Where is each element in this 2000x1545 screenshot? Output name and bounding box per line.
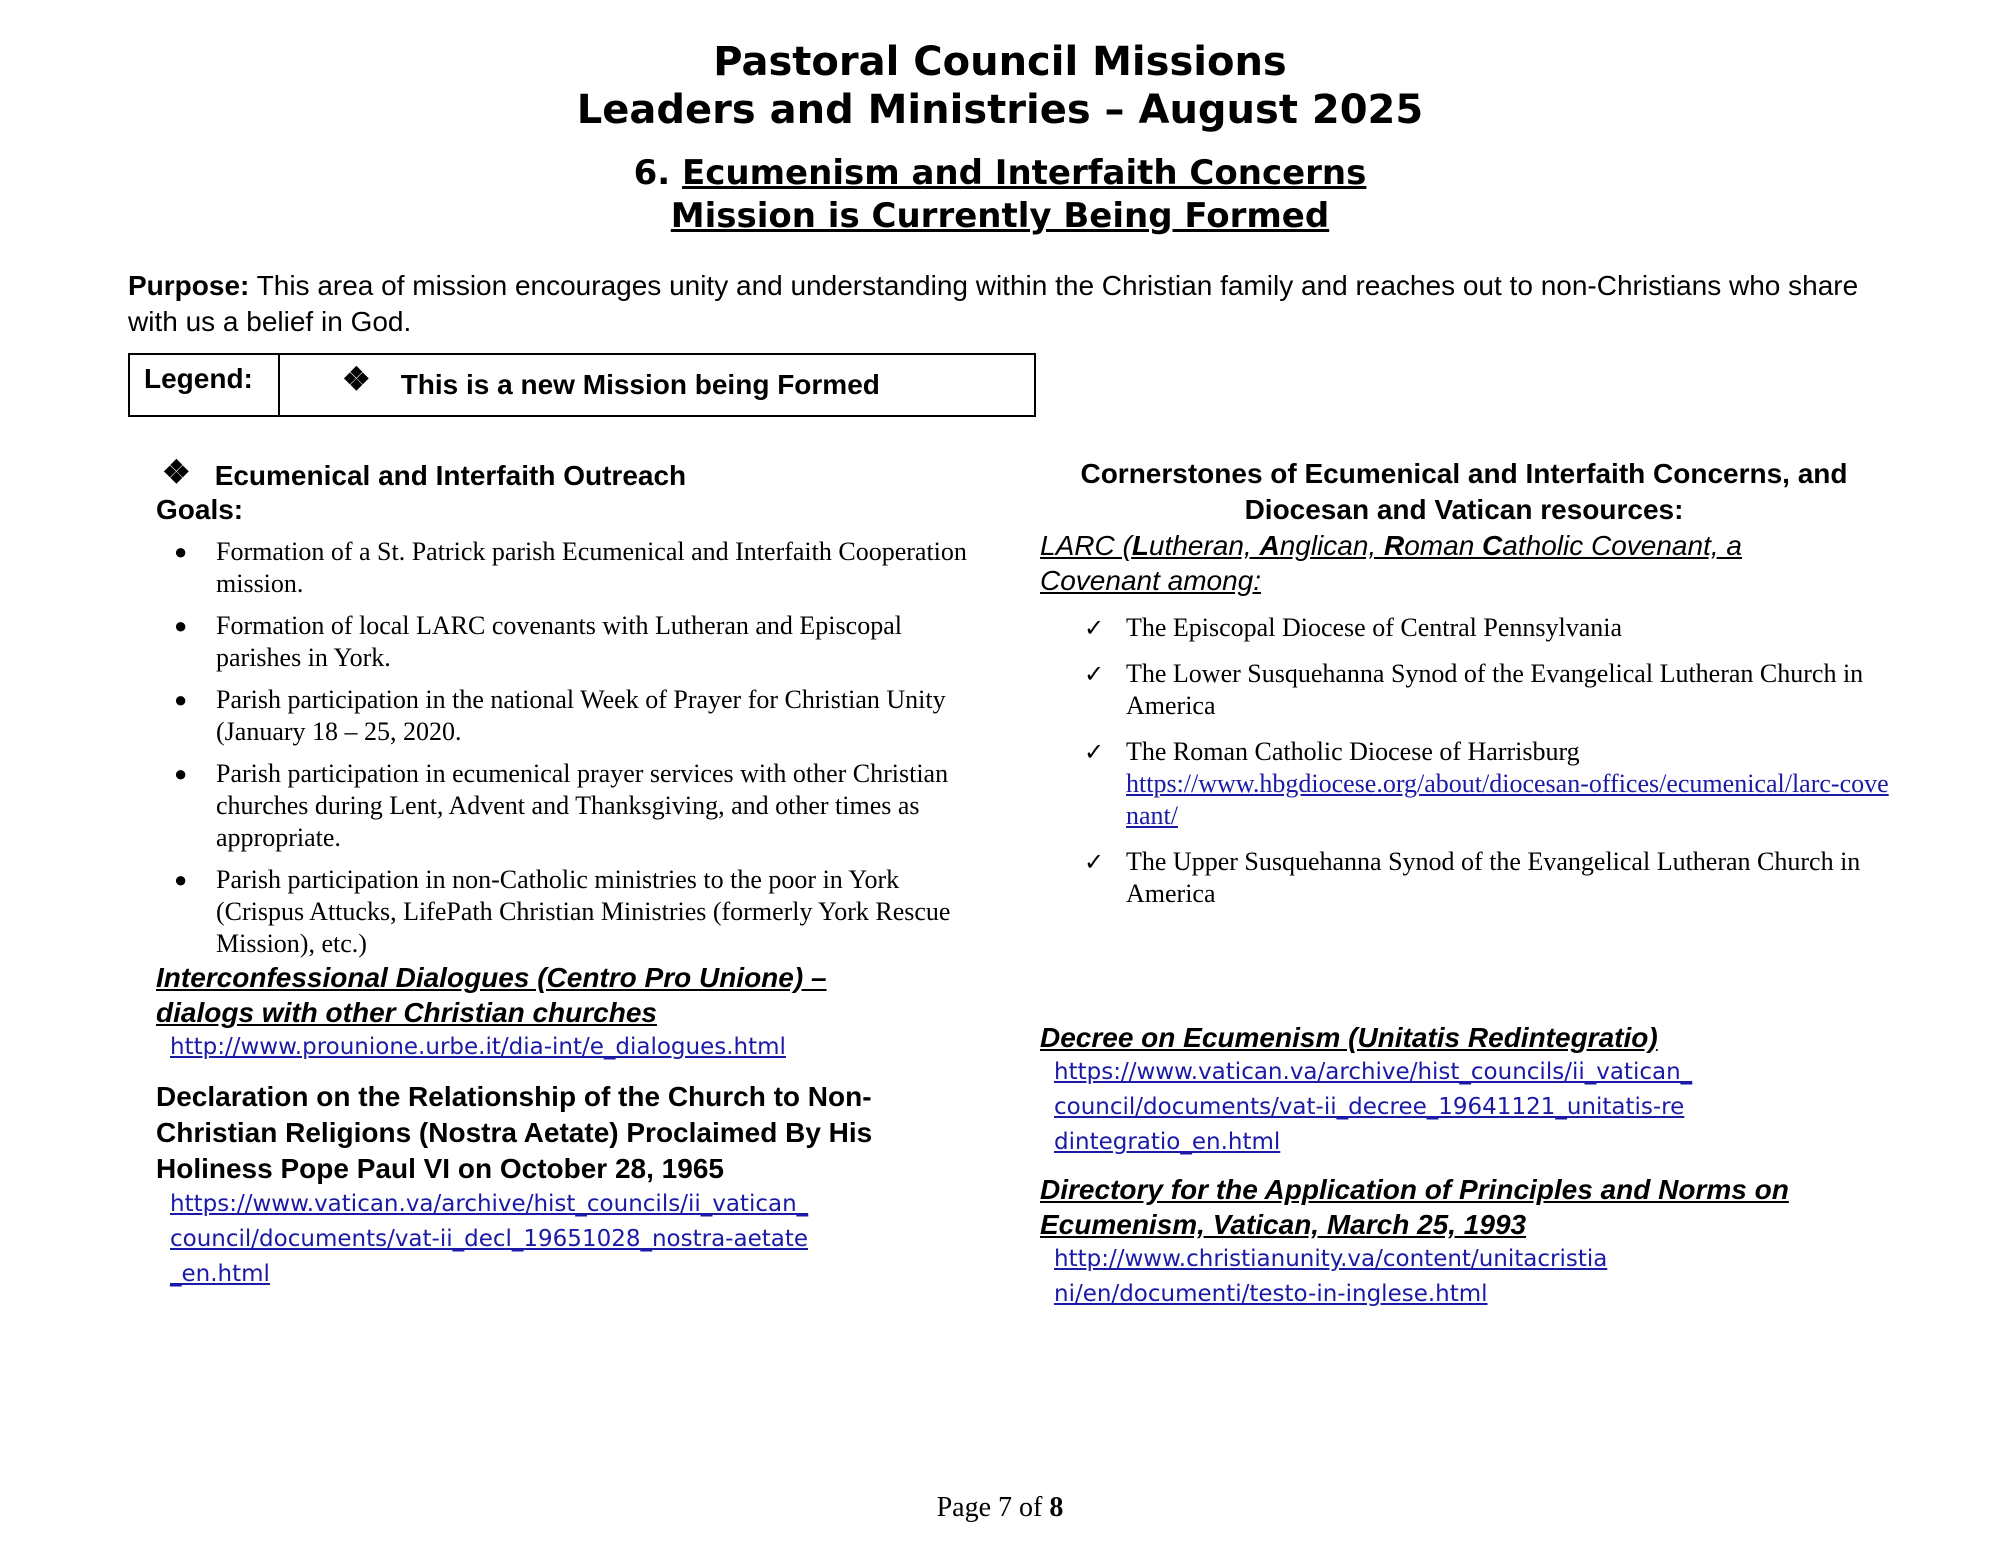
larc-text: utheran, — [1148, 530, 1260, 561]
footer-label: Page — [936, 1492, 992, 1523]
list-item — [156, 758, 976, 854]
checkmark-icon: ✓ — [1084, 848, 1105, 876]
bullet-icon: ● — [174, 687, 188, 712]
checkmark-icon: ✓ — [1084, 614, 1105, 642]
goal-text: Parish participation in the national Week of Prayer for Christian Unity (January 18 – 25, 2020. — [216, 685, 946, 746]
larc-text: nglican, — [1279, 530, 1384, 561]
larc-letter: C — [1482, 530, 1503, 561]
larc-heading — [1040, 528, 1840, 598]
section-title: Ecumenism and Interfaith Concerns — [682, 153, 1367, 193]
covenant-text: The Roman Catholic Diocese of Harrisburg — [1126, 737, 1580, 766]
larc-text: L — [1040, 530, 1056, 561]
declaration-link[interactable]: https://www.vatican.va/archive/hist_councils/ii_vatican_council/documents/vat-ii_decl_19651028_nostra-aetate_en.html — [170, 1191, 809, 1287]
bullet-icon: ● — [174, 761, 188, 786]
legend-text: This is a new Mission being Formed — [400, 369, 880, 400]
list-item — [1040, 846, 1890, 910]
page-number: 7 — [998, 1492, 1013, 1523]
list-item — [156, 864, 976, 960]
harrisburg-link[interactable]: https://www.hbgdiocese.org/about/diocesan-offices/ecumenical/larc-covenant/ — [1126, 769, 1889, 830]
goals-label: Goals: — [156, 494, 244, 525]
goal-text: Formation of local LARC covenants with Lutheran and Episcopal parishes in York. — [216, 611, 902, 672]
larc-text: ARC ( — [1055, 530, 1132, 561]
covenant-text: The Episcopal Diocese of Central Pennsylvania — [1126, 613, 1623, 642]
footer-label: of — [1019, 1492, 1043, 1523]
list-item — [1040, 612, 1890, 644]
right-column — [1040, 456, 1890, 1312]
goal-text: Parish participation in ecumenical prayer services with other Christian churches during Lent, Advent and Thanksgiving, and other times as appropriate. — [216, 759, 949, 852]
page-total: 8 — [1049, 1492, 1064, 1523]
purpose-paragraph — [128, 268, 1908, 340]
page-header — [0, 38, 2000, 134]
left-column — [156, 454, 976, 1292]
section-heading — [0, 152, 2000, 238]
larc-text: atholic Covenant, a Covenant among: — [1040, 530, 1742, 596]
page-footer — [0, 1492, 2000, 1524]
bullet-icon: ● — [174, 539, 188, 564]
directory-heading: Directory for the Application of Principles and Norms on Ecumenism, Vatican, March 25, 1993 — [1040, 1174, 1789, 1240]
document-title: Pastoral Council Missions — [713, 39, 1287, 85]
covenant-text: The Upper Susquehanna Synod of the Evangelical Lutheran Church in America — [1126, 847, 1861, 908]
larc-letter: A — [1259, 530, 1280, 561]
list-item — [156, 536, 976, 600]
list-item — [156, 610, 976, 674]
bullet-icon: ● — [174, 867, 188, 892]
goal-text: Parish participation in non-Catholic ministries to the poor in York (Crispus Attucks, LifePath Christian Ministries (formerly York Rescue Mission), etc.) — [216, 865, 951, 958]
outreach-heading — [162, 454, 976, 492]
dialogues-heading: Interconfessional Dialogues (Centro Pro Unione) – dialogs with other Christian churches — [156, 962, 827, 1028]
purpose-text: This area of mission encourages unity and understanding within the Christian family and reaches out to non-Christians who share with us a belief in God. — [128, 270, 1859, 337]
covenant-list — [1040, 612, 1890, 910]
list-item — [1040, 736, 1890, 832]
legend-label: Legend: — [130, 355, 280, 415]
dialogues-link[interactable]: http://www.prounione.urbe.it/dia-int/e_dialogues.html — [170, 1034, 786, 1060]
legend-content — [280, 355, 1034, 415]
list-item — [1040, 658, 1890, 722]
diamond-cluster-icon: ❖ — [162, 454, 191, 490]
larc-letter: R — [1383, 530, 1405, 561]
larc-text: oman — [1404, 530, 1483, 561]
checkmark-icon: ✓ — [1084, 738, 1105, 766]
section-status: Mission is Currently Being Formed — [670, 196, 1330, 236]
checkmark-icon: ✓ — [1084, 660, 1105, 688]
outreach-title: Ecumenical and Interfaith Outreach — [214, 460, 687, 491]
legend-box — [128, 353, 1036, 417]
diamond-cluster-icon: ❖ — [342, 361, 371, 397]
section-number: 6. — [633, 153, 671, 193]
larc-letter: L — [1131, 530, 1149, 561]
cornerstones-heading: Cornerstones of Ecumenical and Interfaith Concerns, and Diocesan and Vatican resources: — [1080, 458, 1848, 525]
decree-link[interactable]: https://www.vatican.va/archive/hist_councils/ii_vatican_council/documents/vat-ii_decree_19641121_unitatis-redintegratio_en.html — [1054, 1059, 1693, 1155]
document-subtitle: Leaders and Ministries – August 2025 — [576, 87, 1424, 133]
goal-text: Formation of a St. Patrick parish Ecumenical and Interfaith Cooperation mission. — [216, 537, 967, 598]
decree-heading: Decree on Ecumenism (Unitatis Redintegratio) — [1040, 1022, 1658, 1053]
bullet-icon: ● — [174, 613, 188, 638]
list-item — [156, 684, 976, 748]
directory-link[interactable]: http://www.christianunity.va/content/unitacristiani/en/documenti/testo-in-inglese.html — [1054, 1246, 1608, 1307]
covenant-text: The Lower Susquehanna Synod of the Evangelical Lutheran Church in America — [1126, 659, 1864, 720]
declaration-heading: Declaration on the Relationship of the Church to Non-Christian Religions (Nostra Aetate) Proclaimed By His Holiness Pope Paul VI on October 28, 1965 — [156, 1081, 873, 1184]
purpose-label: Purpose: — [128, 270, 250, 301]
goals-list — [156, 536, 976, 960]
